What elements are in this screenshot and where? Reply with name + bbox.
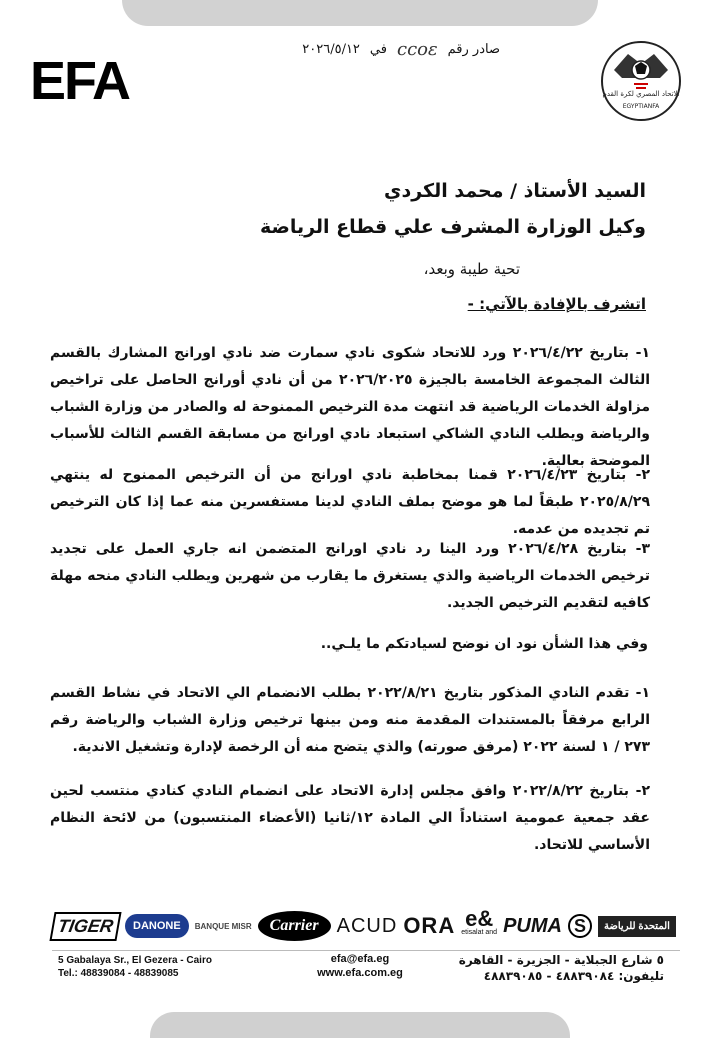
subject-heading: اتشرف بالإفادة بالآتي: - <box>467 295 646 313</box>
ref-label: صادر رقم <box>447 41 500 57</box>
website-link[interactable]: www.efa.com.eg <box>317 967 403 979</box>
footer-address-en <box>58 954 212 980</box>
etisalat-subtext: etisalat and <box>461 929 498 936</box>
email-link[interactable]: efa@efa.eg <box>330 953 390 965</box>
tel-ar: تليفون: ٤٨٨٣٩٠٨٤ - ٤٨٨٣٩٠٨٥ <box>483 969 664 983</box>
greeting: تحية طيبة وبعد، <box>423 260 520 278</box>
bottom-scan-tab <box>150 1012 570 1038</box>
sponsor-strip <box>52 904 676 948</box>
footer-divider <box>52 950 680 951</box>
address-en: 5 Gabalaya Sr., El Gezera - Cairo <box>58 955 212 966</box>
efa-crest-logo <box>600 40 682 122</box>
date-value: ٢٠٢٦/٥/١٢ <box>302 41 360 57</box>
footer-contact <box>300 952 420 980</box>
list-item: ٣- بتاريخ ٢٠٢٦/٤/٢٨ ورد الينا رد نادي اورانج المتضمن انه جاري العمل على تجديد ترخيص الخدمات الرياضية والذي يستغرق ما يقارب من شهرين ويطلب النادي منحه مهلة كافيه لتقديم الترخيص الجديد. <box>50 541 650 611</box>
ref-number: ccoε <box>396 38 438 60</box>
sponsor-s-logo: S <box>568 914 592 938</box>
crest-text: الاتحاد المصري لكرة القدم <box>602 90 680 98</box>
recipient-title: وكيل الوزارة المشرف علي قطاع الرياضة <box>259 216 646 238</box>
sponsor-united-sports-logo: المتحدة للرياضة <box>598 916 676 937</box>
list-item: ٢- بتاريخ ٢٠٢٢/٨/٢٢ وافق مجلس إدارة الاتحاد على انضمام النادي كنادي منتسب لحين عقد جمعية عمومية استناداً الي المادة ١٢/ثانيا (الأعضاء المنتسبون) من لائحة النظام الأساسي للاتحاد. <box>50 783 650 853</box>
efa-logo: EFA <box>30 51 130 111</box>
reference-line <box>240 36 500 62</box>
list-item: ٢- بتاريخ ٢٠٢٦/٤/٢٣ قمنا بمخاطبة نادي اورانج من أن الترخيص الممنوح له ينتهي ٢٠٢٥/٨/٢٩ طبقاً لما هو موضح بملف النادي لدينا مستفسرين منه عما إذا كان الترخيص تم تجديده من عدمه. <box>50 467 650 537</box>
top-scan-tab <box>122 0 598 26</box>
address-ar: ٥ شارع الجبلاية - الجزيرة - القاهرة <box>458 953 664 967</box>
list-item: ١- بتاريخ ٢٠٢٦/٤/٢٢ ورد للاتحاد شكوى نادي سمارت ضد نادي اورانج المشارك بالقسم الثالث المجموعة الخامسة بالجيزة ٢٠٢٦/٢٠٢٥ من أن نادي أورانج الحاصل على تراخيص مزاولة الخدمات الرياضية قد انتهت مدة الترخيص الممنوحة له والصادر من وزارة الشباب والرياضة ويطلب النادي الشاكي استبعاد نادي اورانج من مسابقة القسم الثالث للأسباب الموضحة بعالية. <box>50 345 651 469</box>
sponsor-etisalat-logo <box>461 906 498 940</box>
footer-address-ar <box>459 952 664 984</box>
sponsor-carrier-logo: Carrier <box>258 911 331 941</box>
sponsor-ora-logo: ORA <box>403 913 456 938</box>
recipient-name: السيد الأستاذ / محمد الكردي <box>384 180 646 202</box>
transition-line: وفي هذا الشأن نود ان نوضح لسيادتكم ما يلـي.. <box>320 636 648 652</box>
sponsor-tiger-logo: TIGER <box>49 912 121 941</box>
etisalat-mark: e& <box>465 906 494 931</box>
list-item: ١- تقدم النادي المذكور بتاريخ ٢٠٢٢/٨/٢١ بطلب الانضمام الي الاتحاد في نشاط القسم الرابع مرفقاً بالمستندات المقدمة منه ومن بينها ترخيص وزارة الشباب والرياضة رقم ٢٧٣ / ١ لسنة ٢٠٢٢ (مرفق صورته) والذي يتضح منه أن الرخصة لإدارة وتشغيل الاندية. <box>50 685 650 755</box>
tel-en: Tel.: 48839084 - 48839085 <box>58 968 179 979</box>
sponsor-acud-logo: ACUD <box>336 914 398 937</box>
sponsor-banque-misr-logo: BANQUE MISR <box>194 921 252 931</box>
sponsor-danone-logo: DANONE <box>125 914 189 938</box>
crest-subtext: EGYPTIANFA <box>622 103 660 110</box>
date-label: في <box>369 41 387 57</box>
sponsor-puma-logo: PUMA <box>503 914 562 937</box>
